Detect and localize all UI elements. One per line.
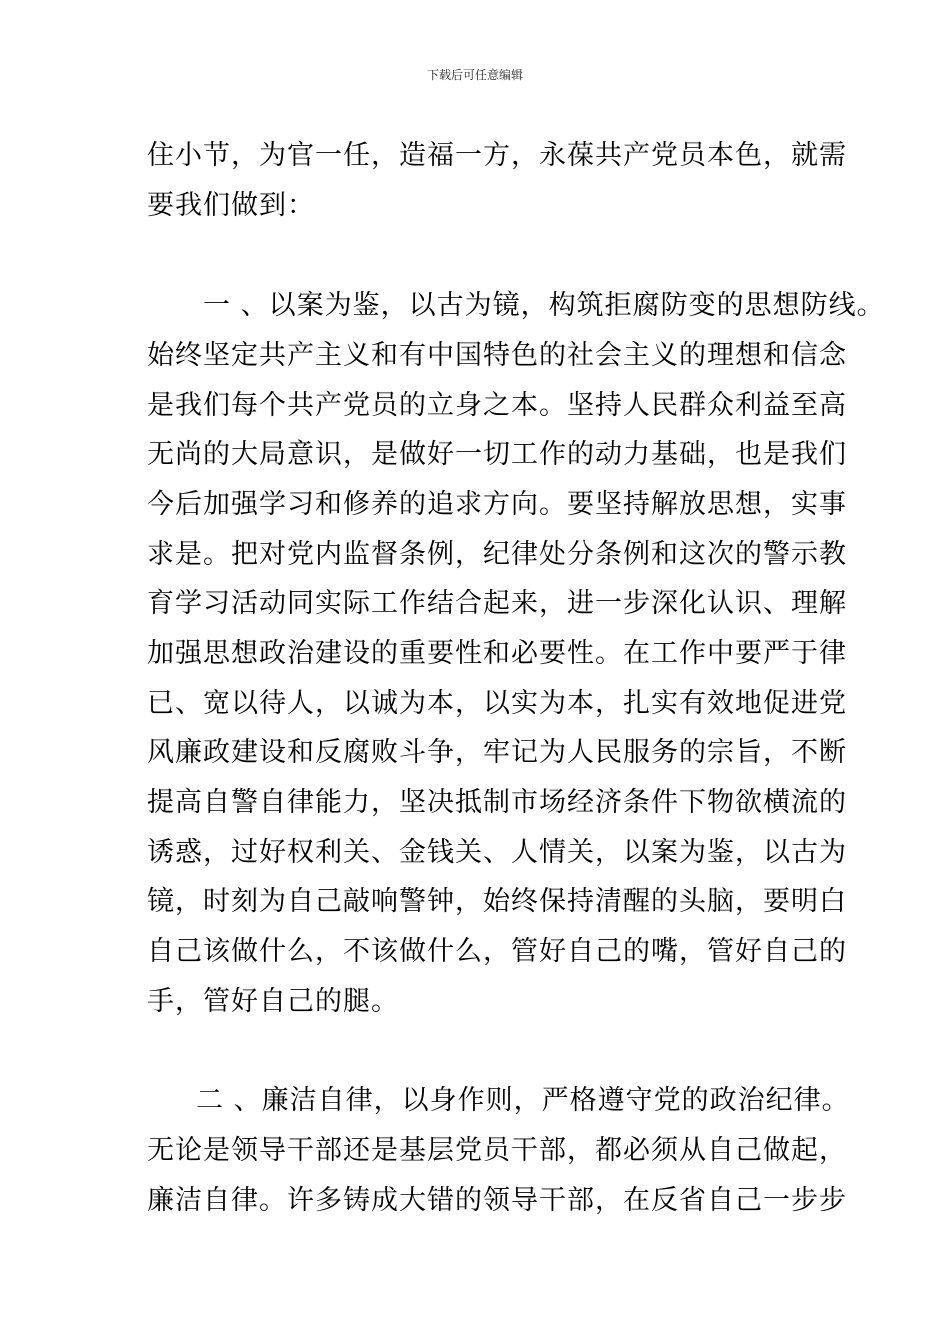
body-line: 求是。把对党内监督条例，纪律处分条例和这次的警示教: [147, 539, 847, 570]
body-line: 自己该做什么，不该做什么，管好自己的嘴，管好自己的: [147, 936, 847, 967]
body-line: 提高自警自律能力，坚决抵制市场经济条件下物欲横流的: [147, 787, 847, 818]
body-line: 诱惑，过好权利关、金钱关、人情关，以案为鉴，以古为: [147, 837, 847, 868]
page-header: 下载后可任意编辑: [426, 68, 523, 82]
body-line: 风廉政建设和反腐败斗争，牢记为人民服务的宗旨，不断: [147, 737, 847, 768]
section-heading-1: 一 、以案为鉴，以古为镜，构筑拒腐防变的思想防线。: [203, 290, 885, 321]
body-line: 要我们做到：: [147, 190, 315, 221]
body-line: 手，管好自己的腿。: [147, 986, 399, 1017]
body-line: 镜，时刻为自己敲响警钟，始终保持清醒的头脑，要明白: [147, 886, 847, 917]
body-line: 今后加强学习和修养的追求方向。要坚持解放思想，实事: [147, 489, 847, 520]
body-line: 无论是领导干部还是基层党员干部，都必须从自己做起，: [147, 1135, 847, 1166]
body-line: 无尚的大局意识，是做好一切工作的动力基础，也是我们: [147, 439, 847, 470]
body-line: 是我们每个共产党员的立身之本。坚持人民群众利益至高: [147, 390, 847, 421]
body-line: 始终坚定共产主义和有中国特色的社会主义的理想和信念: [147, 340, 847, 371]
body-line: 住小节，为官一任，造福一方，永葆共产党员本色，就需: [147, 140, 847, 171]
body-line: 加强思想政治建设的重要性和必要性。在工作中要严于律: [147, 638, 847, 669]
body-line: 廉洁自律。许多铸成大错的领导干部，在反省自己一步步: [147, 1185, 847, 1216]
body-line: 已、宽以待人，以诚为本，以实为本，扎实有效地促进党: [147, 688, 847, 719]
section-heading-2: 二 、廉洁自律，以身作则，严格遵守党的政治纪律。: [196, 1085, 850, 1116]
body-line: 育学习活动同实际工作结合起来，进一步深化认识、理解: [147, 588, 847, 619]
